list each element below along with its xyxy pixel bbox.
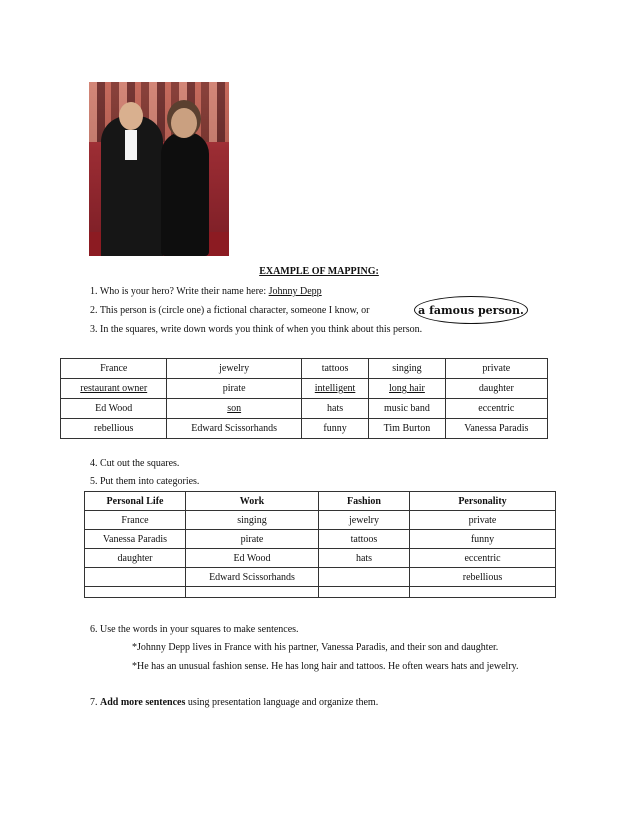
hero-name: Johnny Depp xyxy=(268,286,322,297)
category-cell: funny xyxy=(410,530,556,549)
category-cell xyxy=(319,587,410,598)
column-header-personality: Personality xyxy=(410,492,556,511)
step-3: 3. In the squares, write down words you think of when you think about this person. xyxy=(90,324,423,335)
step-7-number: 7. xyxy=(90,697,100,708)
square-cell: private xyxy=(445,359,547,379)
square-cell: Vanessa Paradis xyxy=(445,419,547,439)
example-sentence-1: *Johnny Depp lives in France with his partner, Vanessa Paradis, and their son and daughter. xyxy=(132,642,499,653)
step-4: 4. Cut out the squares. xyxy=(90,458,180,469)
example-sentence-2: *He has an unusual fashion sense. He has long hair and tattoos. He often wears hats and jewelry. xyxy=(132,661,519,672)
hero-photo xyxy=(89,82,229,256)
category-cell: rebellious xyxy=(410,568,556,587)
categories-table xyxy=(84,491,556,598)
column-header-fashion: Fashion xyxy=(319,492,410,511)
square-cell: daughter xyxy=(445,379,547,399)
category-cell: Vanessa Paradis xyxy=(85,530,186,549)
category-cell: France xyxy=(85,511,186,530)
square-cell: Tim Burton xyxy=(369,419,445,439)
photo-woman-head xyxy=(171,108,197,138)
category-cell: pirate xyxy=(186,530,319,549)
table-row xyxy=(85,511,556,530)
category-cell: singing xyxy=(186,511,319,530)
category-cell: Edward Scissorhands xyxy=(186,568,319,587)
column-header-work: Work xyxy=(186,492,319,511)
square-cell: hats xyxy=(301,399,368,419)
square-cell: intelligent xyxy=(301,379,368,399)
step-5: 5. Put them into categories. xyxy=(90,476,200,487)
category-cell: daughter xyxy=(85,549,186,568)
square-cell: pirate xyxy=(167,379,301,399)
table-row xyxy=(85,568,556,587)
table-row xyxy=(61,419,548,439)
square-cell: long hair xyxy=(369,379,445,399)
table-row xyxy=(61,379,548,399)
category-cell: hats xyxy=(319,549,410,568)
category-cell: jewelry xyxy=(319,511,410,530)
category-cell xyxy=(85,568,186,587)
table-row xyxy=(61,359,548,379)
table-row xyxy=(85,587,556,598)
square-cell: France xyxy=(61,359,167,379)
squares-table xyxy=(60,358,548,439)
square-cell: Ed Wood xyxy=(61,399,167,419)
step-1-text: 1. Who is your hero? Write their name here: xyxy=(90,286,269,297)
category-cell: eccentric xyxy=(410,549,556,568)
square-cell: rebellious xyxy=(61,419,167,439)
step-7-text: using presentation language and organize them. xyxy=(185,697,379,708)
column-header-personal-life: Personal Life xyxy=(85,492,186,511)
category-cell: private xyxy=(410,511,556,530)
category-cell xyxy=(85,587,186,598)
square-cell: jewelry xyxy=(167,359,301,379)
photo-woman-figure xyxy=(161,132,209,256)
table-row xyxy=(85,530,556,549)
photo-man-head xyxy=(119,102,143,130)
square-cell: son xyxy=(167,399,301,419)
photo-man-shirt xyxy=(125,130,137,160)
circled-answer: a famous person. xyxy=(414,296,528,324)
square-cell: Edward Scissorhands xyxy=(167,419,301,439)
square-cell: eccentric xyxy=(445,399,547,419)
category-cell: tattoos xyxy=(319,530,410,549)
table-header-row xyxy=(85,492,556,511)
table-row xyxy=(61,399,548,419)
step-7-bold: Add more sentences xyxy=(100,697,186,708)
table-row xyxy=(85,549,556,568)
category-cell: Ed Wood xyxy=(186,549,319,568)
step-6: 6. Use the words in your squares to make sentences. xyxy=(90,624,299,635)
step-7 xyxy=(90,697,378,708)
category-cell xyxy=(410,587,556,598)
step-1 xyxy=(90,286,322,297)
square-cell: singing xyxy=(369,359,445,379)
category-cell xyxy=(319,568,410,587)
square-cell: restaurant owner xyxy=(61,379,167,399)
step-2: 2. This person is (circle one) a fictional character, someone I know, or xyxy=(90,305,370,316)
square-cell: tattoos xyxy=(301,359,368,379)
page-title: EXAMPLE OF MAPPING: xyxy=(259,266,379,277)
category-cell xyxy=(186,587,319,598)
square-cell: funny xyxy=(301,419,368,439)
square-cell: music band xyxy=(369,399,445,419)
